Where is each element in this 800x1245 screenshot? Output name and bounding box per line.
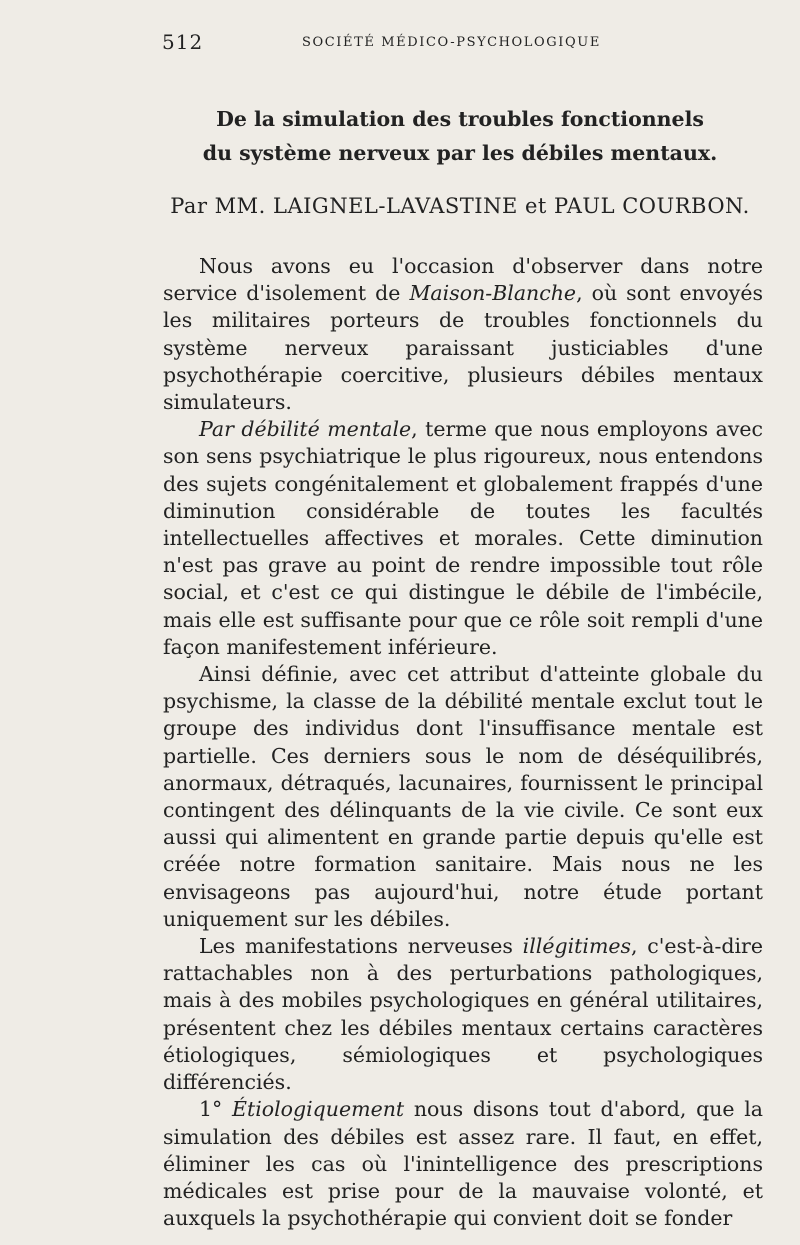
running-title: SOCIÉTÉ MÉDICO-PSYCHOLOGIQUE xyxy=(302,35,601,50)
emphasis: illégitimes xyxy=(522,934,632,959)
paragraph: Nous avons eu l'occasion d'observer dans notre service d'isolement de Maison-Blanche, où sont envoyés les militaires porteurs de troubles fonctionnels du système nerveux paraissant justiciables d'une psychothérapie coercitive, plusieurs débiles mentaux simulateurs. xyxy=(163,254,764,415)
emphasis: Étiologiquement xyxy=(232,1097,405,1122)
paragraph: Les manifestations nerveuses illégitimes, c'est-à-dire rattachables non à des perturbations pathologiques, mais à des mobiles psychologiques en général utilitaires, présentent chez les débiles mentaux certains caractères étiologiques, sémiologiques et psychologiques différenciés. xyxy=(163,934,763,1095)
paragraph: Ainsi définie, avec cet attribut d'atteinte globale du psychisme, la classe de la débilité mentale exclut tout le groupe des individus dont l'insuffisance mentale est partielle. Ces derniers sous le nom de déséquilibrés, anormaux, détraqués, lacunaires, fournissent le principal contingent des délinquants de la vie civile. Ce sont eux aussi qui alimentent en grande partie depuis qu'elle est créée notre formation sanitaire. Mais nous ne les envisageons pas aujourd'hui, notre étude portant uniquement sur les débiles. xyxy=(163,662,763,931)
emphasis: Par débilité mentale xyxy=(199,417,412,442)
page-number: 512 xyxy=(162,30,204,54)
paragraph: 1° Étiologiquement nous disons tout d'abord, que la simulation des débiles est assez rare. Il faut, en effet, éliminer les cas où l'inintelligence des prescriptions médicales est prise pour de la mauvaise volonté, et auxquels la psychothérapie qui convient doit se fonder xyxy=(163,1097,763,1231)
article-body xyxy=(163,253,763,1232)
page-header xyxy=(162,28,762,58)
article-title xyxy=(160,102,760,170)
emphasis: Maison-Blanche xyxy=(409,281,577,306)
article-authors: Par MM. LAIGNEL-LAVASTINE et PAUL COURBON. xyxy=(170,194,750,218)
article-title-line-1: De la simulation des troubles fonctionnels xyxy=(216,107,704,131)
article-title-line-2: du système nerveux par les débiles mentaux. xyxy=(202,141,718,165)
paragraph: Par débilité mentale, terme que nous employons avec son sens psychiatrique le plus rigoureux, nous entendons des sujets congénitalement et globalement frappés d'une diminution considérable de toutes les facultés intellectuelles affectives et morales. Cette diminution n'est pas grave au point de rendre impossible tout rôle social, et c'est ce qui distingue le débile de l'imbécile, mais elle est suffisante pour que ce rôle soit rempli d'une façon manifestement inférieure. xyxy=(163,417,764,659)
